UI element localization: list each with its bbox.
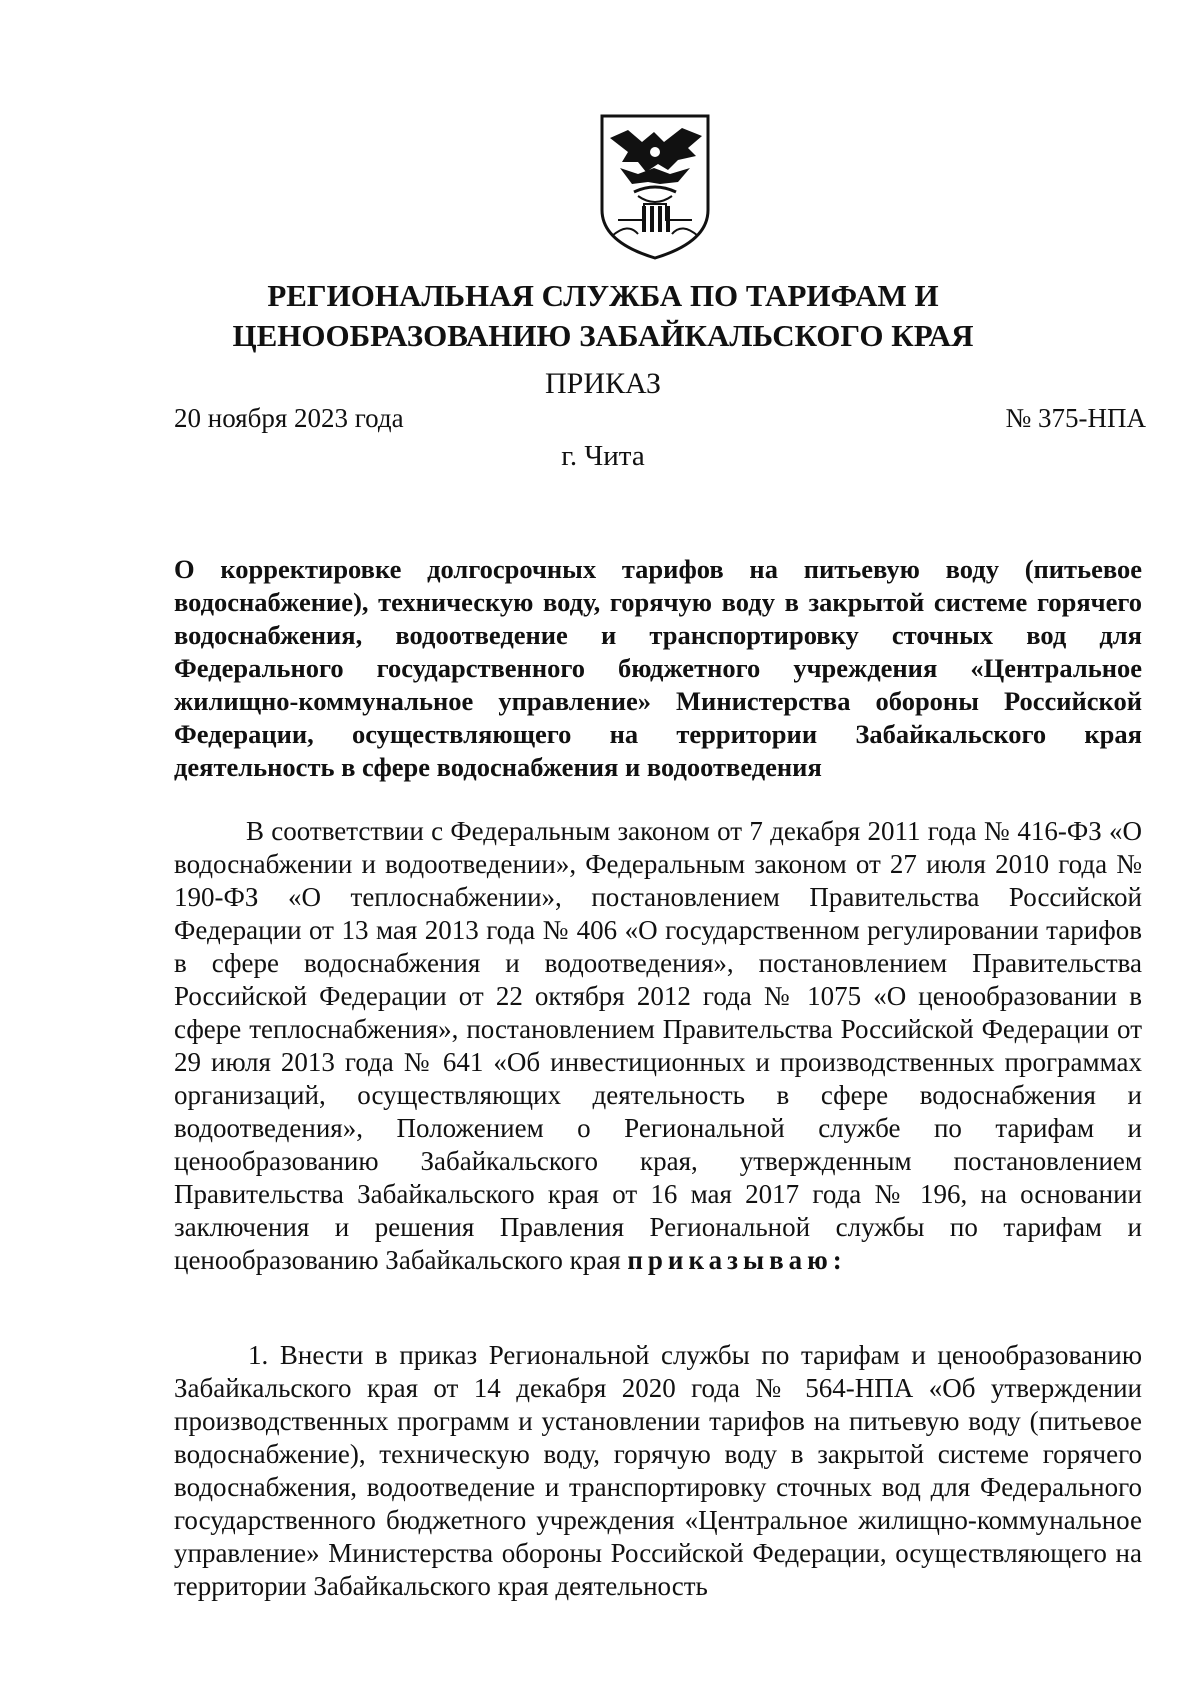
document-city: г. Чита bbox=[561, 440, 645, 472]
order-item bbox=[174, 1339, 1142, 1603]
order-item-number: 1. bbox=[248, 1340, 269, 1370]
organization-title bbox=[160, 276, 1046, 356]
document-subject: О корректировке долгосрочных тарифов на питьевую воду (питьевое водоснабжение), техническую воду, горячую воду в закрытой системе горячего водоснабжения, водоотведение и транспортировку сточных вод для Федерального государственного бюджетного учреждения «Центральное жилищно-коммунальное управление» Министерства обороны Российской Федерации, осуществляющего на территории Забайкальского края деятельность в сфере водоснабжения и водоотведения bbox=[174, 554, 1142, 782]
document-date: 20 ноября 2023 года bbox=[174, 403, 404, 433]
document-type: ПРИКАЗ bbox=[545, 367, 661, 400]
coat-of-arms-icon bbox=[598, 112, 712, 262]
organization-title-line-2: ЦЕНООБРАЗОВАНИЮ ЗАБАЙКАЛЬСКОГО КРАЯ bbox=[232, 318, 974, 353]
document-number: № 375-НПА bbox=[1005, 403, 1146, 433]
order-item-text: Внести в приказ Региональной службы по тарифам и ценообразованию Забайкальского края от 14 декабря 2020 года № 564-НПА «Об утверждении производственных программ и установлении тарифов на питьевую воду (питьевое водоснабжение), техническую воду, горячую воду в закрытой системе горячего водоснабжения, водоотведение и транспортировку сточных вод для Федерального государственного бюджетного учреждения «Центральное жилищно-коммунальное управление» Министерства обороны Российской Федерации, осуществляющего на территории Забайкальского края деятельность bbox=[174, 1340, 1142, 1601]
preamble-paragraph bbox=[174, 815, 1142, 1277]
organization-title-line-1: РЕГИОНАЛЬНАЯ СЛУЖБА ПО ТАРИФАМ И bbox=[267, 278, 939, 313]
order-word: приказываю: bbox=[627, 1245, 847, 1275]
preamble-text: В соответствии с Федеральным законом от 7 декабря 2011 года № 416-ФЗ «О водоснабжении и водоотведении», Федеральным законом от 27 июля 2010 года № 190-ФЗ «О теплоснабжении», постановлением Правительства Российской Федерации от 13 мая 2013 года № 406 «О государственном регулировании тарифов в сфере водоснабжения и водоотведения», постановлением Правительства Российской Федерации от 22 октября 2012 года № 1075 «О ценообразовании в сфере теплоснабжения», постановлением Правительства Российской Федерации от 29 июля 2013 года № 641 «Об инвестиционных и производственных программах организаций, осуществляющих деятельность в сфере водоснабжения и водоотведения», Положением о Региональной службе по тарифам и ценообразованию Забайкальского края, утвержденным постановлением Правительства Забайкальского края от 16 мая 2017 года № 196, на основании заключения и решения Правления Региональной службы по тарифам и ценообразованию Забайкальского края bbox=[174, 816, 1142, 1275]
